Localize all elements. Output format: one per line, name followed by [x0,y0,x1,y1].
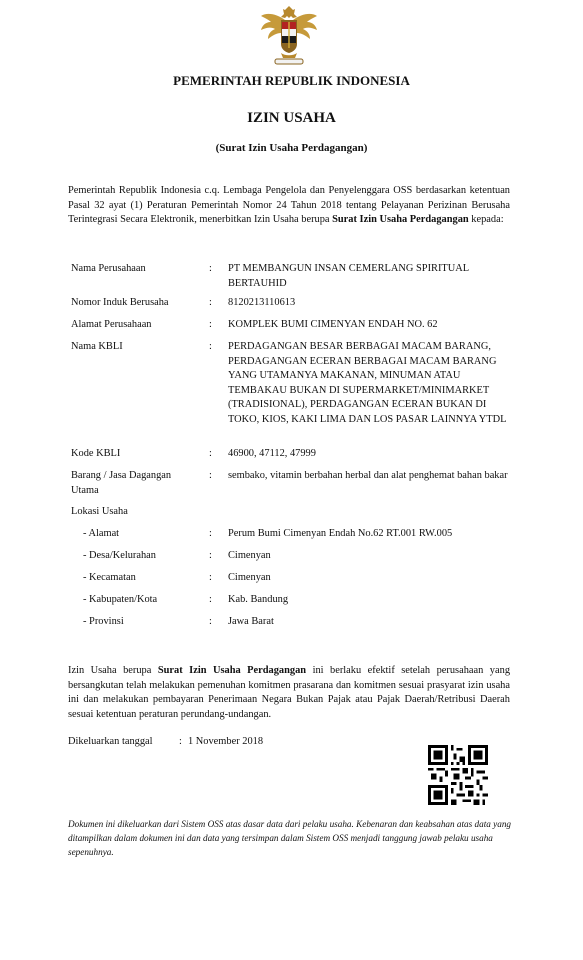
closing-start: Izin Usaha berupa [68,665,158,676]
detail-colon: : [209,550,212,561]
issued-date: 1 November 2018 [188,736,264,747]
intro-permit-type: Surat Izin Usaha Perdagangan [332,214,469,226]
detail-label: Barang / Jasa Dagangan Utama [71,470,172,496]
validity-paragraph [68,664,510,722]
detail-colon: : [209,594,212,605]
province-value: Jawa Barat [228,616,274,627]
detail-colon: : [209,319,212,330]
location-heading: Lokasi Usaha [71,506,128,517]
closing-end: ini berlaku efektif setelah perusahaan yang bersangkutan telah melakukan pemenuhan komitmen prasarana dan komitmen sesuai prasyarat izin usaha ini dan melakukan pembayaran Penerimaan Negara Bukan Pajak atau Pajak Daerah/Retribusi Daerah sesuai ketentuan peraturan perundang-undangan. [68,665,511,720]
detail-label: - Desa/Kelurahan [83,550,156,561]
goods-value: sembako, vitamin berbahan herbal dan alat penghemat bahan bakar [228,470,508,481]
company-name-value: PT MEMBANGUN INSAN CEMERLANG SPIRITUAL BERTAUHID [228,263,469,289]
detail-colon: : [209,470,212,481]
issued-colon: : [179,736,182,747]
detail-label: - Alamat [83,528,120,539]
detail-label: Nama Perusahaan [71,263,146,274]
nib-value: 8120213110613 [228,297,296,308]
document-subtitle: (Surat Izin Usaha Perdagangan) [215,142,368,154]
detail-label: Kode KBLI [71,448,121,459]
detail-label: Nama KBLI [71,341,123,352]
issued-label: Dikeluarkan tanggal [68,736,153,747]
detail-label: Nomor Induk Berusaha [71,297,169,308]
document-title: IZIN USAHA [247,110,336,126]
regency-value: Kab. Bandung [228,594,289,605]
detail-colon: : [209,341,212,352]
company-address-value: KOMPLEK BUMI CIMENYAN ENDAH NO. 62 [228,319,438,330]
kbli-code-value: 46900, 47112, 47999 [228,448,316,459]
detail-colon: : [209,572,212,583]
oss-disclaimer: Dokumen ini dikeluarkan dari Sistem OSS atas dasar data dari pelaku usaha. Kebenaran dan keabsahan atas data yang ditampilkan dalam dokumen ini dan data yang tersimpan dalam Sistem OSS menjadi tanggung jawab pelaku usaha sepenuhnya. [68,819,512,857]
district-value: Cimenyan [228,572,271,583]
detail-colon: : [209,448,212,459]
detail-colon: : [209,616,212,627]
intro-paragraph [68,184,510,228]
detail-label: - Kabupaten/Kota [83,594,158,605]
government-title: PEMERINTAH REPUBLIK INDONESIA [173,73,410,88]
kbli-name-value: PERDAGANGAN BESAR BERBAGAI MACAM BARANG, PERDAGANGAN ECERAN BERBAGAI MACAM BARANG YANG UTAMANYA MAKANAN, MINUMAN ATAU TEMBAKAU BUKAN DI SUPERMARKET/MINIMARKET (TRADISIONAL), PERDAGANGAN ECERAN BUKAN DI TOKO, KIOS, KAKI LIMA DAN LOS PASAR LAINNYA YTDL [228,341,507,425]
detail-label: - Kecamatan [83,572,136,583]
detail-colon: : [209,263,212,274]
closing-permit-type: Surat Izin Usaha Perdagangan [157,665,307,676]
garuda-emblem-icon [259,4,319,66]
detail-colon: : [209,297,212,308]
village-value: Cimenyan [228,550,271,561]
location-address-value: Perum Bumi Cimenyan Endah No.62 RT.001 RW.005 [228,528,453,539]
qr-code-icon [428,745,488,805]
detail-label: - Provinsi [83,616,124,627]
detail-label: Alamat Perusahaan [71,319,152,330]
intro-text: Pemerintah Republik Indonesia c.q. Lembaga Pengelola dan Penyelenggara OSS berdasarkan ketentuan Pasal 32 ayat (1) Peraturan Pemerintah Nomor 24 Tahun 2018 tentang Pelayanan Perizinan Berusaha Terintegrasi Secara Elektronik, menerbitkan Izin Usaha berupa [68,185,510,226]
detail-colon: : [209,528,212,539]
intro-end: kepada: [468,214,504,226]
